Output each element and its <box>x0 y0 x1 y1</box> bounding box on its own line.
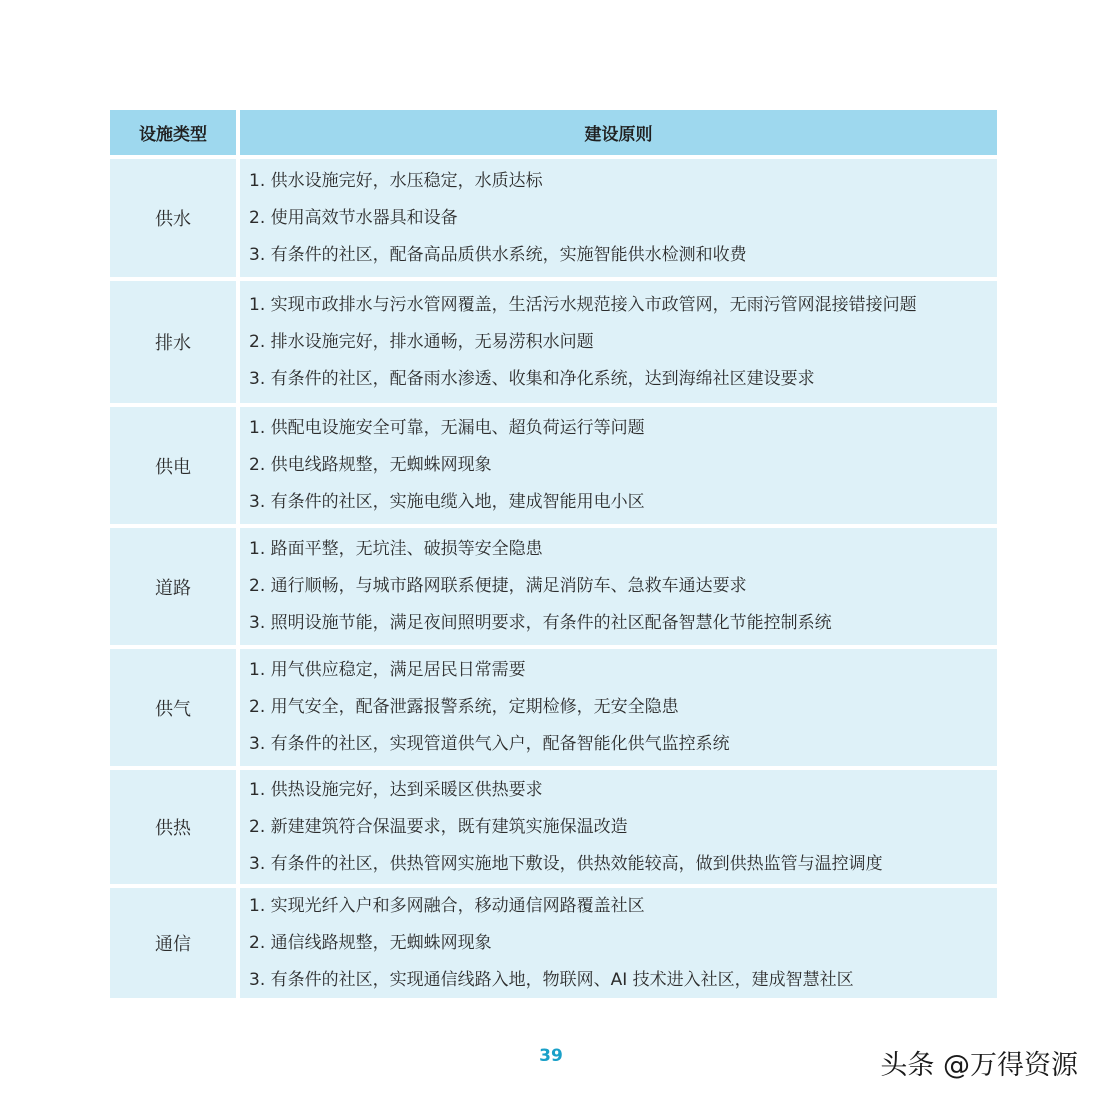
category-cell: 供水 <box>110 159 236 277</box>
principle-item: 1. 实现市政排水与污水管网覆盖，生活污水规范接入市政管网，无雨污管网混接错接问题 <box>249 294 917 315</box>
category-cell: 供气 <box>110 649 236 766</box>
principle-item: 3. 有条件的社区，配备雨水渗透、收集和净化系统，达到海绵社区建设要求 <box>249 368 815 389</box>
category-cell: 道路 <box>110 528 236 645</box>
principles-cell <box>240 281 997 403</box>
principle-item: 1. 用气供应稳定，满足居民日常需要 <box>249 660 526 680</box>
principle-item: 2. 通信线路规整，无蜘蛛网现象 <box>249 932 492 953</box>
header-facility-type: 设施类型 <box>110 110 236 155</box>
principles-cell <box>240 888 997 998</box>
principle-item: 3. 有条件的社区，配备高品质供水系统，实施智能供水检测和收费 <box>249 244 747 265</box>
principle-item: 3. 有条件的社区，实施电缆入地，建成智能用电小区 <box>249 492 645 512</box>
principle-item: 1. 实现光纤入户和多网融合，移动通信网路覆盖社区 <box>249 895 645 916</box>
principle-item: 2. 使用高效节水器具和设备 <box>249 207 458 228</box>
principle-item: 2. 排水设施完好，排水通畅，无易涝积水问题 <box>249 331 594 352</box>
header-construction-principle: 建设原则 <box>240 110 997 155</box>
category-cell: 供电 <box>110 407 236 524</box>
principle-item: 2. 供电线路规整，无蜘蛛网现象 <box>249 455 492 475</box>
principle-item: 1. 路面平整，无坑洼、破损等安全隐患 <box>249 539 543 559</box>
principle-item: 2. 通行顺畅，与城市路网联系便捷，满足消防车、急救车通达要求 <box>249 576 747 596</box>
principles-cell <box>240 407 997 524</box>
principle-item: 3. 有条件的社区，实现通信线路入地，物联网、AI 技术进入社区，建成智慧社区 <box>249 969 854 990</box>
category-cell: 排水 <box>110 281 236 403</box>
principle-item: 1. 供热设施完好，达到采暖区供热要求 <box>249 779 543 800</box>
principles-cell <box>240 649 997 766</box>
facility-table <box>110 110 997 998</box>
principle-item: 3. 有条件的社区，实现管道供气入户，配备智能化供气监控系统 <box>249 734 730 754</box>
principles-cell <box>240 159 997 277</box>
principle-item: 1. 供配电设施安全可靠，无漏电、超负荷运行等问题 <box>249 418 645 438</box>
principle-item: 1. 供水设施完好，水压稳定，水质达标 <box>249 170 543 191</box>
principle-item: 3. 照明设施节能，满足夜间照明要求，有条件的社区配备智慧化节能控制系统 <box>249 613 832 633</box>
principle-item: 2. 新建建筑符合保温要求，既有建筑实施保温改造 <box>249 816 628 837</box>
category-cell: 通信 <box>110 888 236 998</box>
principles-cell <box>240 770 997 884</box>
principles-cell <box>240 528 997 645</box>
category-cell: 供热 <box>110 770 236 884</box>
principle-item: 2. 用气安全，配备泄露报警系统，定期检修，无安全隐患 <box>249 697 679 717</box>
watermark-text: 头条 @万得资源 <box>880 1050 1078 1081</box>
page-number: 39 <box>539 1046 563 1066</box>
principle-item: 3. 有条件的社区，供热管网实施地下敷设，供热效能较高，做到供热监管与温控调度 <box>249 853 883 874</box>
